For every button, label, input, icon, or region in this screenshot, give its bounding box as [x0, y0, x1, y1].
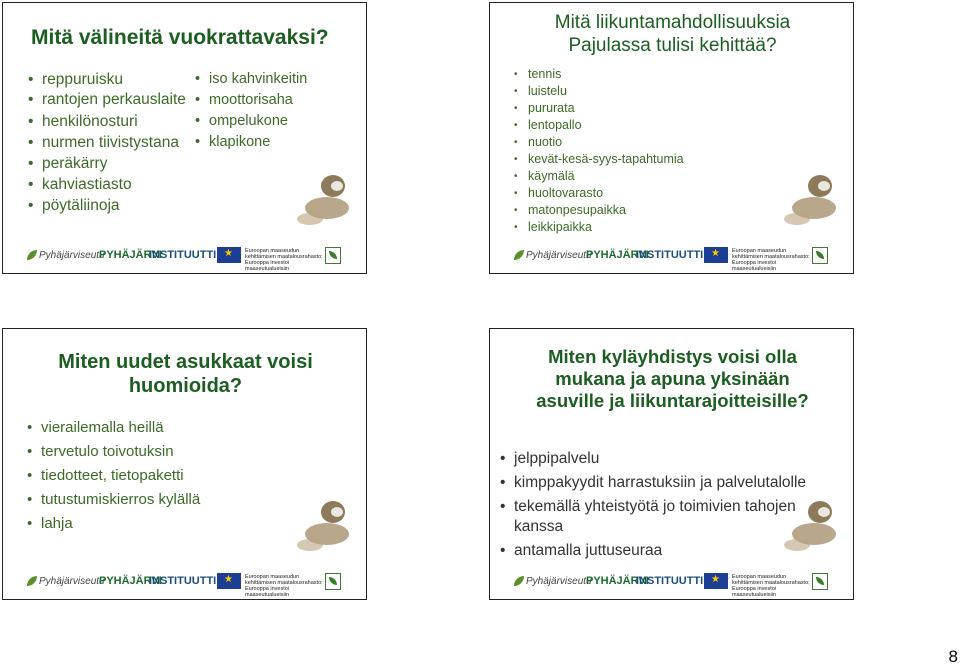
slide-2 — [489, 2, 854, 274]
list-item: • pururata — [514, 100, 684, 117]
bullet-list-left — [28, 69, 187, 216]
list-item: • jelppipalvelu — [500, 449, 845, 469]
list-item: • peräkärry — [28, 153, 187, 174]
pyhajarvi-logo: PYHÄJÄRVI — [99, 575, 162, 587]
instituutti-logo: INSTITUUTTI — [636, 249, 704, 261]
list-item: • käymälä — [514, 168, 684, 185]
slide-4 — [489, 328, 854, 600]
decorative-figure — [778, 487, 854, 557]
list-item: • tekemällä yhteistyötä jo toimivien tahojen kanssa — [500, 497, 814, 537]
list-item: • moottorisaha — [195, 90, 307, 111]
bullet-list-right — [195, 69, 307, 153]
list-item: • matonpesupaikka — [514, 202, 684, 219]
list-item: • kimppakyydit harrastuksiin ja palvelutalolle — [500, 473, 845, 493]
list-item: • tervetulo toivotuksin — [27, 440, 200, 464]
bullet-list — [27, 416, 200, 536]
list-item: • lahja — [27, 512, 200, 536]
eu-funding-text: Euroopan maaseudun kehittämisen maatalousrahasto: Eurooppa investoi maaseutualueisiin — [732, 574, 810, 598]
leader-logo-icon — [812, 247, 828, 264]
list-item: • tutustumiskierros kylällä — [27, 488, 200, 512]
bullet-list — [514, 66, 684, 236]
leader-logo-icon — [325, 573, 341, 590]
list-item: • henkilönosturi — [28, 111, 187, 132]
eu-funding-text: Euroopan maaseudun kehittämisen maatalousrahasto: Eurooppa investoi maaseutualueisiin — [245, 248, 323, 272]
list-item: • kahviastiasto — [28, 174, 187, 195]
instituutti-logo: INSTITUUTTI — [149, 575, 217, 587]
pyhajarviseutu-logo: Pyhäjärviseutu — [27, 250, 105, 261]
slide-title: Mitä liikuntamahdollisuuksia Pajulassa tulisi kehittää? — [554, 12, 791, 56]
list-item: • luistelu — [514, 83, 684, 100]
pyhajarviseutu-logo: Pyhäjärviseutu — [514, 576, 592, 587]
list-item: • klapikone — [195, 132, 307, 153]
leader-logo-icon — [325, 247, 341, 264]
decorative-figure — [778, 161, 854, 231]
slide-1 — [2, 2, 367, 274]
list-item: • huoltovarasto — [514, 185, 684, 202]
eu-flag-icon — [704, 247, 728, 263]
page-number: 8 — [948, 647, 958, 666]
eu-flag-icon — [217, 573, 241, 589]
pyhajarvi-logo: PYHÄJÄRVI — [586, 249, 649, 261]
decorative-figure — [291, 161, 367, 231]
slide-footer — [3, 241, 366, 273]
list-item: • tiedotteet, tietopaketti — [27, 464, 200, 488]
eu-flag-icon — [704, 573, 728, 589]
list-item: • ompelukone — [195, 111, 307, 132]
list-item: • rantojen perkauslaite — [28, 90, 187, 109]
list-item: • antamalla juttuseuraa — [500, 541, 845, 561]
list-item: • nuotio — [514, 134, 684, 151]
list-item: • iso kahvinkeitin — [195, 69, 307, 90]
slide-footer — [490, 241, 853, 273]
list-item: • leikkipaikka — [514, 219, 684, 236]
instituutti-logo: INSTITUUTTI — [149, 249, 217, 261]
slide-title: Mitä välineitä vuokrattavaksi? — [31, 26, 329, 49]
pyhajarvi-logo: PYHÄJÄRVI — [586, 575, 649, 587]
eu-funding-text: Euroopan maaseudun kehittämisen maatalousrahasto: Eurooppa investoi maaseutualueisiin — [245, 574, 323, 598]
pyhajarviseutu-logo: Pyhäjärviseutu — [27, 576, 105, 587]
list-item: • pöytäliinoja — [28, 195, 187, 216]
eu-funding-text: Euroopan maaseudun kehittämisen maatalousrahasto: Eurooppa investoi maaseutualueisiin — [732, 248, 810, 272]
decorative-figure — [291, 487, 367, 557]
slide-footer — [3, 567, 366, 599]
slide-title: Miten kyläyhdistys voisi olla mukana ja apuna yksinään asuville ja liikuntarajoitteisille? — [536, 346, 809, 411]
list-item: • lentopallo — [514, 117, 684, 134]
list-item: • kevät-kesä-syys-tapahtumia — [514, 151, 684, 168]
list-item: • vierailemalla heillä — [27, 416, 200, 440]
slide-title: Miten uudet asukkaat voisi huomioida? — [58, 351, 313, 397]
slide-footer — [490, 567, 853, 599]
pyhajarviseutu-logo: Pyhäjärviseutu — [514, 250, 592, 261]
pyhajarvi-logo: PYHÄJÄRVI — [99, 249, 162, 261]
eu-flag-icon — [217, 247, 241, 263]
leader-logo-icon — [812, 573, 828, 590]
instituutti-logo: INSTITUUTTI — [636, 575, 704, 587]
list-item: • nurmen tiivistystana — [28, 132, 187, 153]
list-item: • reppuruisku — [28, 69, 187, 90]
slide-3 — [2, 328, 367, 600]
list-item: • tennis — [514, 66, 684, 83]
